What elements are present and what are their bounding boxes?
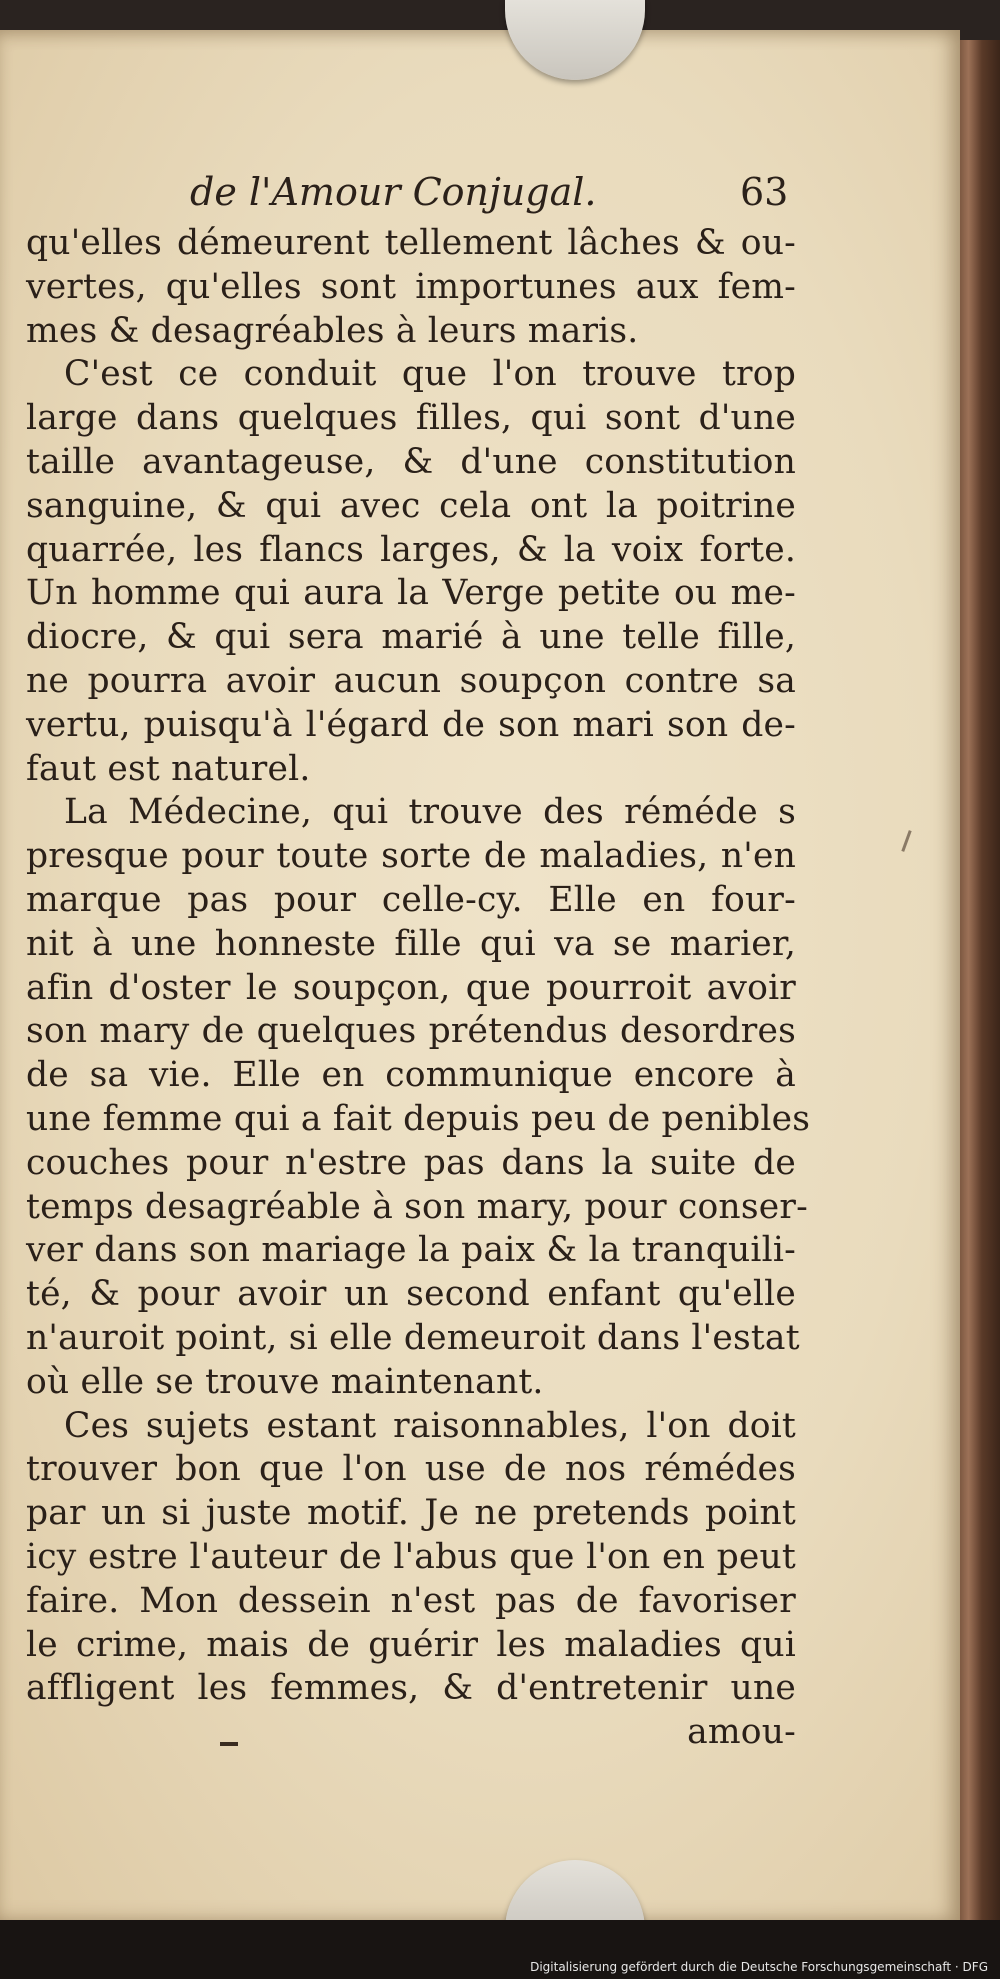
text-line: presque pour toute sorte de maladies, n'en <box>26 836 796 877</box>
text-line: n'auroit point, si elle demeuroit dans l'estat <box>26 1317 800 1358</box>
text-line: une femme qui a fait depuis peu de penibles <box>26 1098 811 1139</box>
text-line: Ces sujets estant raisonnables, l'on doit <box>64 1405 796 1446</box>
text-line: vertu, puisqu'à l'égard de son mari son de- <box>26 704 796 745</box>
text-line: sanguine, & qui avec cela ont la poitrine <box>26 485 796 526</box>
page-number: 63 <box>740 170 789 214</box>
text-line: icy estre l'auteur de l'abus que l'on en peut <box>26 1536 796 1577</box>
text-line: où elle se trouve maintenant. <box>26 1361 544 1402</box>
text-line: taille avantageuse, & d'une constitution <box>26 441 796 482</box>
text-line: Un homme qui aura la Verge petite ou me- <box>26 573 796 614</box>
text-line: marque pas pour celle-cy. Elle en four- <box>26 879 796 920</box>
text-line: couches pour n'estre pas dans la suite de <box>26 1142 796 1183</box>
footer-bar <box>0 1920 1000 1979</box>
catchword: amou- <box>687 1712 796 1753</box>
book-page <box>0 30 960 1920</box>
text-line: ver dans son mariage la paix & la tranquili- <box>26 1230 796 1271</box>
text-line: trouver bon que l'on use de nos rémédes <box>26 1449 796 1490</box>
text-line: qu'elles démeurent tellement lâches & ou- <box>26 223 796 263</box>
text-line: large dans quelques filles, qui sont d'une <box>26 398 796 439</box>
text-line: son mary de quelques prétendus desordres <box>26 1011 796 1052</box>
text-line: mes & desagréables à leurs maris. <box>26 310 639 351</box>
text-line: de sa vie. Elle en communique encore à <box>26 1055 796 1096</box>
text-line: quarrée, les flancs larges, & la voix forte. <box>26 529 796 570</box>
text-line: faut est naturel. <box>26 748 311 789</box>
text-line: ne pourra avoir aucun soupçon contre sa <box>26 660 796 701</box>
text-line: afin d'oster le soupçon, que pourroit avoir <box>26 967 796 1008</box>
ink-mark <box>220 1742 238 1746</box>
text-line: par un si juste motif. Je ne pretends point <box>26 1493 796 1534</box>
text-line: diocre, & qui sera marié à une telle fille, <box>26 617 796 658</box>
text-line: vertes, qu'elles sont importunes aux fem- <box>26 266 796 307</box>
text-line: faire. Mon dessein n'est pas de favoriser <box>26 1580 796 1621</box>
running-head <box>0 170 960 220</box>
text-line: temps desagréable à son mary, pour conser- <box>26 1186 808 1227</box>
running-head-title: de l'Amour Conjugal. <box>190 170 597 214</box>
book-edge <box>955 40 1000 1920</box>
text-line: té, & pour avoir un second enfant qu'elle <box>26 1274 796 1315</box>
digitization-credit: Digitalisierung gefördert durch die Deutsche Forschungsgemeinschaft · DFG <box>526 1959 992 1975</box>
body-text <box>26 222 811 1755</box>
text-line: C'est ce conduit que l'on trouve trop <box>64 354 796 395</box>
text-line: La Médecine, qui trouve des réméde s <box>64 792 796 833</box>
text-line: nit à une honneste fille qui va se marier, <box>26 923 796 964</box>
text-line: le crime, mais de guérir les maladies qui <box>26 1624 796 1665</box>
text-line: affligent les femmes, & d'entretenir une <box>26 1668 796 1709</box>
ink-mark <box>901 830 911 852</box>
